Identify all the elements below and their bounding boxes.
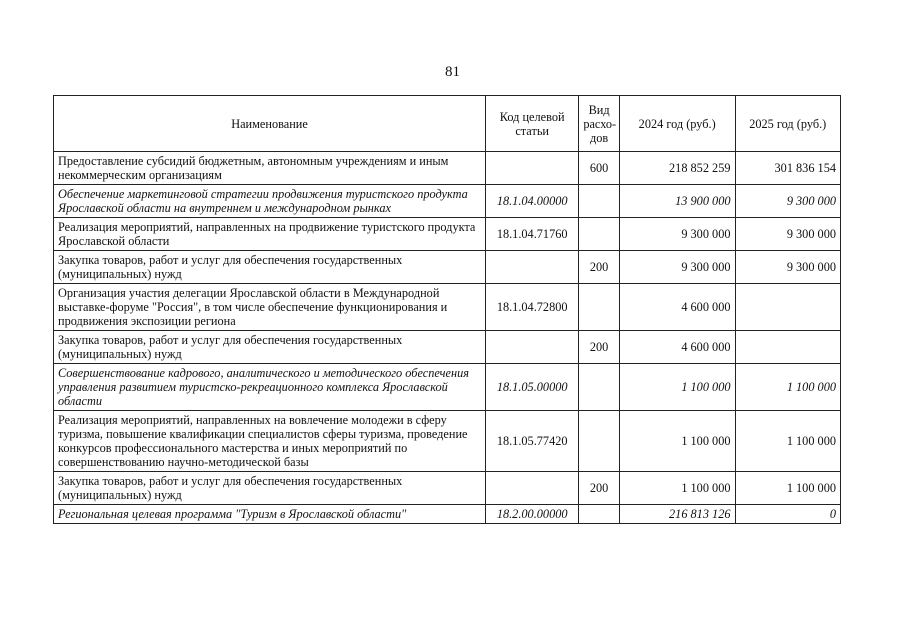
row-code: 18.1.04.00000 bbox=[486, 185, 579, 218]
row-amount-2025: 9 300 000 bbox=[735, 251, 841, 284]
row-amount-2024: 1 100 000 bbox=[619, 472, 735, 505]
row-expense-type bbox=[579, 284, 620, 331]
row-amount-2024: 1 100 000 bbox=[619, 411, 735, 472]
row-code bbox=[486, 251, 579, 284]
row-name: Реализация мероприятий, направленных на продвижение туристского продукта Ярославской области bbox=[54, 218, 486, 251]
table-row bbox=[54, 284, 841, 331]
row-expense-type: 200 bbox=[579, 472, 620, 505]
header-type: Вид расхо-дов bbox=[579, 96, 620, 152]
row-expense-type: 600 bbox=[579, 152, 620, 185]
table-row bbox=[54, 218, 841, 251]
table-row bbox=[54, 505, 841, 524]
row-amount-2024: 216 813 126 bbox=[619, 505, 735, 524]
table-header-row bbox=[54, 96, 841, 152]
table-row bbox=[54, 251, 841, 284]
row-name: Закупка товаров, работ и услуг для обеспечения государственных (муниципальных) нужд bbox=[54, 331, 486, 364]
row-code: 18.1.05.00000 bbox=[486, 364, 579, 411]
row-expense-type bbox=[579, 505, 620, 524]
header-code: Код целевой статьи bbox=[486, 96, 579, 152]
table-row bbox=[54, 472, 841, 505]
page-number: 81 bbox=[445, 64, 460, 80]
table-row bbox=[54, 364, 841, 411]
row-name: Реализация мероприятий, направленных на вовлечение молодежи в сферу туризма, повышение квалификации специалистов сферы туризма, проведение конкурсов профессионального мастерства и иных мероприятий по совершенствованию научно-методической базы bbox=[54, 411, 486, 472]
row-name: Предоставление субсидий бюджетным, автономным учреждениям и иным некоммерческим организациям bbox=[54, 152, 486, 185]
row-expense-type bbox=[579, 411, 620, 472]
row-amount-2024: 4 600 000 bbox=[619, 331, 735, 364]
row-amount-2025: 9 300 000 bbox=[735, 218, 841, 251]
row-amount-2025 bbox=[735, 331, 841, 364]
row-amount-2024: 13 900 000 bbox=[619, 185, 735, 218]
row-amount-2024: 1 100 000 bbox=[619, 364, 735, 411]
row-name: Региональная целевая программа "Туризм в Ярославской области" bbox=[54, 505, 486, 524]
budget-table bbox=[53, 95, 841, 524]
row-code bbox=[486, 331, 579, 364]
row-amount-2025: 9 300 000 bbox=[735, 185, 841, 218]
row-name: Совершенствование кадрового, аналитического и методического обеспечения управления развитием туристско-рекреационного комплекса Ярославской области bbox=[54, 364, 486, 411]
row-expense-type bbox=[579, 218, 620, 251]
row-amount-2025 bbox=[735, 284, 841, 331]
row-code: 18.1.04.71760 bbox=[486, 218, 579, 251]
row-name: Закупка товаров, работ и услуг для обеспечения государственных (муниципальных) нужд bbox=[54, 251, 486, 284]
row-code bbox=[486, 152, 579, 185]
header-2025: 2025 год (руб.) bbox=[735, 96, 841, 152]
row-expense-type: 200 bbox=[579, 331, 620, 364]
row-amount-2025: 1 100 000 bbox=[735, 411, 841, 472]
row-amount-2025: 1 100 000 bbox=[735, 472, 841, 505]
row-amount-2025: 1 100 000 bbox=[735, 364, 841, 411]
row-amount-2024: 218 852 259 bbox=[619, 152, 735, 185]
row-amount-2024: 9 300 000 bbox=[619, 218, 735, 251]
table-row bbox=[54, 331, 841, 364]
row-name: Обеспечение маркетинговой стратегии продвижения туристского продукта Ярославской области на внутреннем и международном рынках bbox=[54, 185, 486, 218]
row-amount-2025: 301 836 154 bbox=[735, 152, 841, 185]
header-2024: 2024 год (руб.) bbox=[619, 96, 735, 152]
row-expense-type bbox=[579, 364, 620, 411]
row-amount-2025: 0 bbox=[735, 505, 841, 524]
row-code: 18.2.00.00000 bbox=[486, 505, 579, 524]
header-name: Наименование bbox=[54, 96, 486, 152]
row-code bbox=[486, 472, 579, 505]
row-amount-2024: 4 600 000 bbox=[619, 284, 735, 331]
row-expense-type bbox=[579, 185, 620, 218]
row-amount-2024: 9 300 000 bbox=[619, 251, 735, 284]
table-row bbox=[54, 185, 841, 218]
row-name: Закупка товаров, работ и услуг для обеспечения государственных (муниципальных) нужд bbox=[54, 472, 486, 505]
row-expense-type: 200 bbox=[579, 251, 620, 284]
table-body bbox=[54, 152, 841, 524]
row-code: 18.1.05.77420 bbox=[486, 411, 579, 472]
row-name: Организация участия делегации Ярославской области в Международной выставке-форуме "Россия", в том числе обеспечение функционирования и продвижения экспозиции региона bbox=[54, 284, 486, 331]
table-row bbox=[54, 411, 841, 472]
table-row bbox=[54, 152, 841, 185]
row-code: 18.1.04.72800 bbox=[486, 284, 579, 331]
